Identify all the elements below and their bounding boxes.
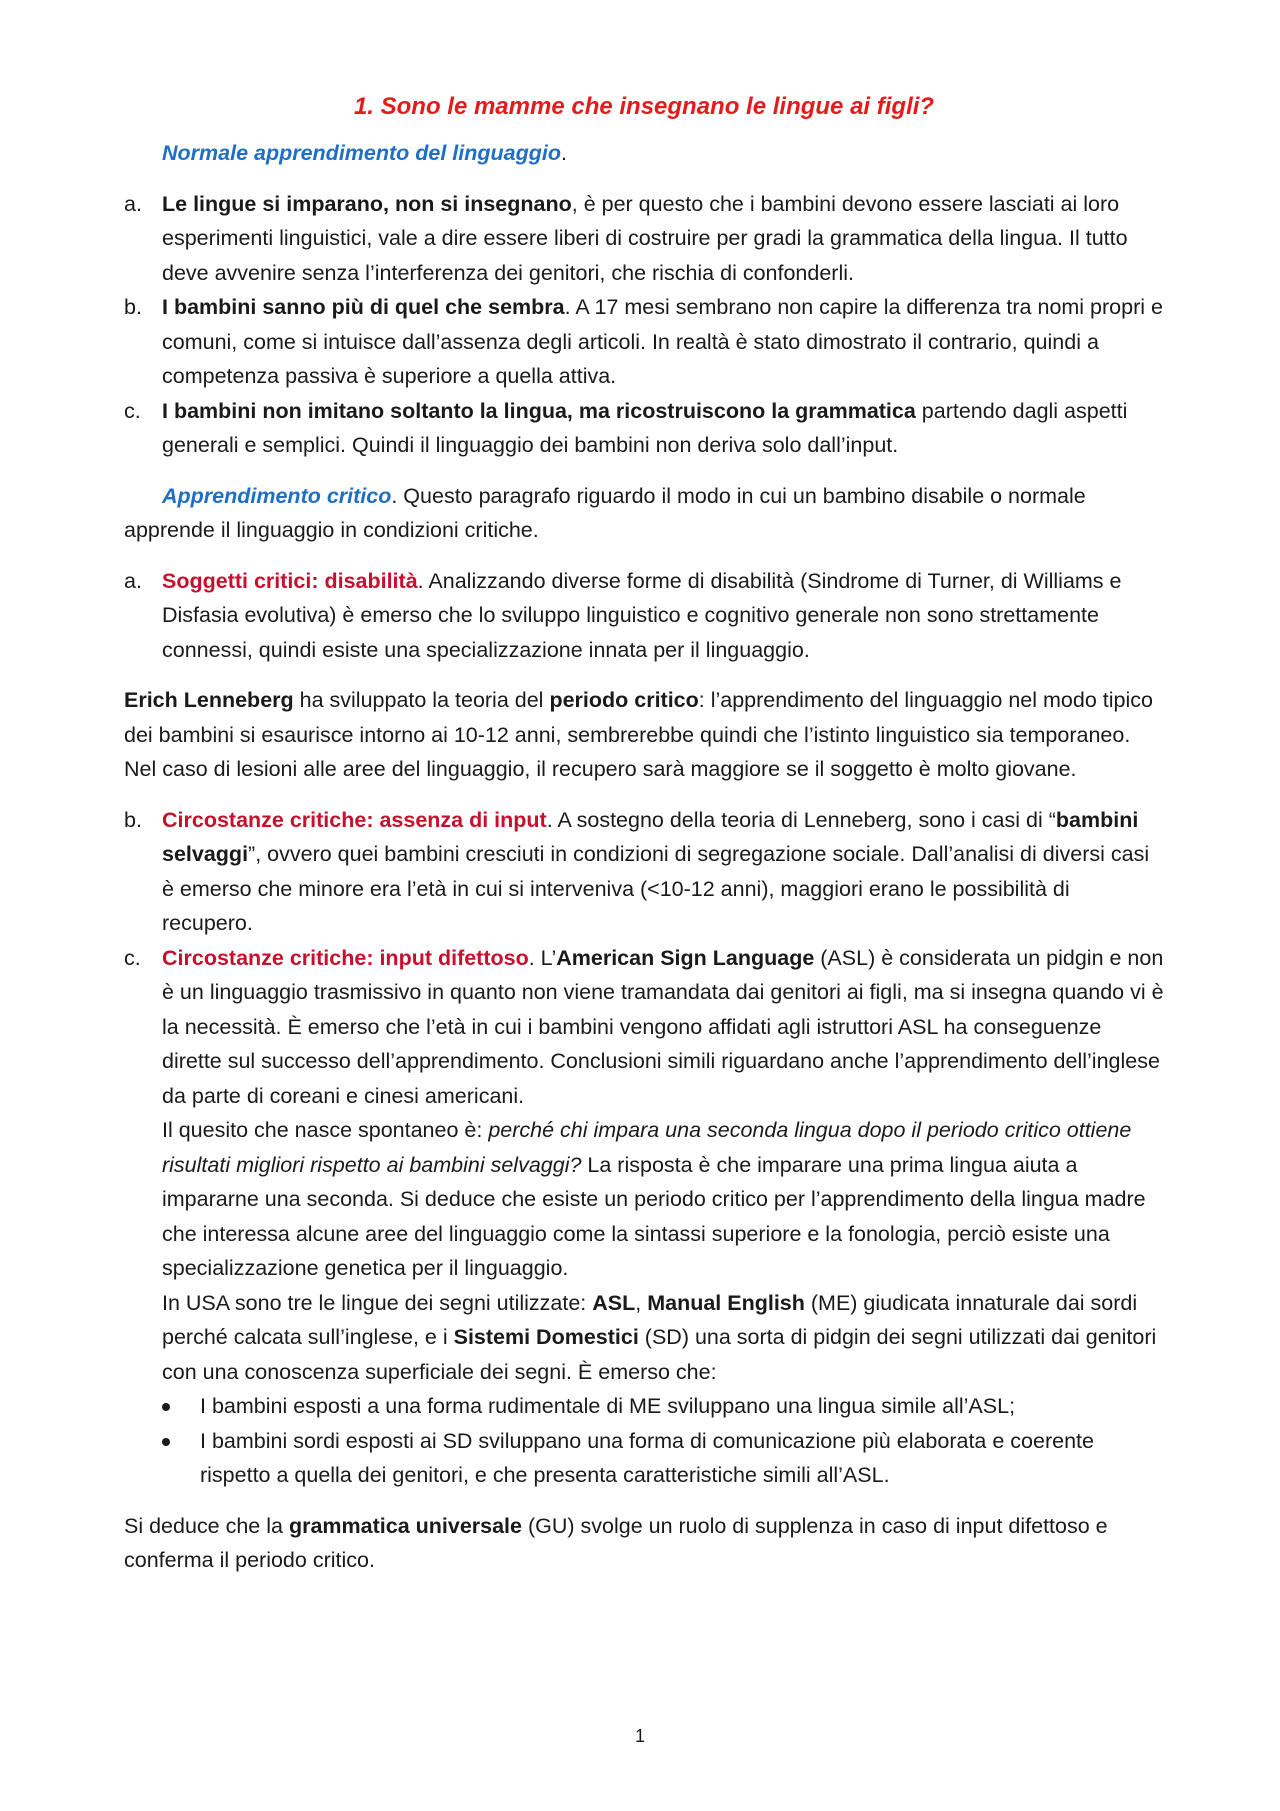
- bullet-icon: [162, 1403, 170, 1411]
- list-marker: a.: [124, 191, 142, 216]
- page-number: 1: [634, 1726, 645, 1746]
- section-heading-label: Normale apprendimento del linguaggio: [162, 141, 561, 165]
- section-heading-label: Apprendimento critico: [162, 483, 392, 508]
- page-content: [124, 90, 1164, 1578]
- bullet-item: I bambini sordi esposti ai SD sviluppano una forma di comunicazione più elaborata e coerente rispetto a quella dei genitori, e che presenta caratteristiche simili all’ASL.: [124, 1424, 1164, 1493]
- page-title: 1. Sono le mamme che insegnano le lingue ai figli?: [353, 93, 935, 120]
- conclusion-paragraph: Si deduce che la grammatica universale (GU) svolge un ruolo di supplenza in caso di input difettoso e conferma il periodo critico.: [124, 1513, 1108, 1572]
- normale-list: [124, 187, 1164, 463]
- critico-list-a: [124, 564, 1164, 668]
- list-marker: a.: [124, 568, 142, 593]
- list-marker: b.: [124, 295, 142, 319]
- bullet-list: [124, 1389, 1164, 1493]
- section-apprendimento-critico: Apprendimento critico. Questo paragrafo riguardo il modo in cui un bambino disabile o normale apprende il linguaggio in condizioni critiche.: [124, 483, 1086, 542]
- bullet-icon: [162, 1438, 170, 1446]
- list-item-b: b. I bambini sanno più di quel che sembra. A 17 mesi sembrano non capire la differenza tra nomi propri e comuni, come si intuisce dall’assenza degli articoli. In realtà è stato dimostrato il contrario, quindi a competenza passiva è superiore a quella attiva.: [124, 290, 1164, 394]
- list-item-c: c. I bambini non imitano soltanto la lingua, ma ricostruiscono la grammatica partendo dagli aspetti generali e semplici. Quindi il linguaggio dei bambini non deriva solo dall’input.: [124, 394, 1164, 463]
- critico-list-bc: [124, 803, 1164, 1390]
- lenneberg-paragraph: Erich Lenneberg ha sviluppato la teoria del periodo critico: l’apprendimento del linguaggio nel modo tipico dei bambini si esaurisce intorno ai 10-12 anni, sembrerebbe quindi che l’istinto linguistico sia temporaneo. Nel caso di lesioni alle aree del linguaggio, il recupero sarà maggiore se il soggetto è molto giovane.: [124, 688, 1153, 781]
- bullet-item: I bambini esposti a una forma rudimentale di ME sviluppano una lingua simile all’ASL;: [124, 1389, 1164, 1424]
- list-item-c: c. Circostanze critiche: input difettoso. L’American Sign Language (ASL) è considerata un pidgin e non è un linguaggio trasmissivo in quanto non viene tramandata dai genitori ai figli, ma si insegna quando vi è la necessità. È emerso che l’età in cui i bambini vengono affidati agli istruttori ASL ha conseguenze dirette sul successo dell’apprendimento. Conclusioni simili riguardano anche l’apprendimento dell’inglese da parte di coreani e cinesi americani. Il quesito che nasce spontaneo è: perché chi impara una seconda lingua dopo il periodo critico ottiene risultati migliori rispetto ai bambini selvaggi? La risposta è che imparare una prima lingua aiuta a impararne una seconda. Si deduce che esiste un periodo critico per l’apprendimento della lingua madre che interessa alcune aree del linguaggio come la sintassi superiore e la fonologia, perciò esiste una specializzazione genetica per il linguaggio. In USA sono tre le lingue dei segni utilizzate: ASL, Manual English (ME) giudicata innaturale dai sordi perché calcata sull’inglese, e i Sistemi Domestici (SD) una sorta di pidgin dei segni utilizzati dai genitori con una conoscenza superficiale dei segni. È emerso che:: [124, 941, 1164, 1390]
- list-marker: c.: [124, 398, 141, 423]
- list-item-a: a. Soggetti critici: disabilità. Analizzando diverse forme di disabilità (Sindrome di Turner, di Williams e Disfasia evolutiva) è emerso che lo sviluppo linguistico e cognitivo generale non sono strettamente connessi, quindi esiste una specializzazione innata per il linguaggio.: [124, 564, 1164, 668]
- list-item-a: a. Le lingue si imparano, non si insegnano, è per questo che i bambini devono essere lasciati ai loro esperimenti linguistici, vale a dire essere liberi di costruire per gradi la grammatica della lingua. Il tutto deve avvenire senza l’interferenza dei genitori, che rischia di confonderli.: [124, 187, 1164, 291]
- list-item-b: b. Circostanze critiche: assenza di input. A sostegno della teoria di Lenneberg, sono i casi di “bambini selvaggi”, ovvero quei bambini cresciuti in condizioni di segregazione sociale. Dall’analisi di diversi casi è emerso che minore era l’età in cui si interveniva (<10-12 anni), maggiori erano le possibilità di recupero.: [124, 803, 1164, 941]
- list-marker: b.: [124, 807, 142, 832]
- section-heading-normale: Normale apprendimento del linguaggio.: [162, 141, 567, 165]
- list-marker: c.: [124, 945, 141, 970]
